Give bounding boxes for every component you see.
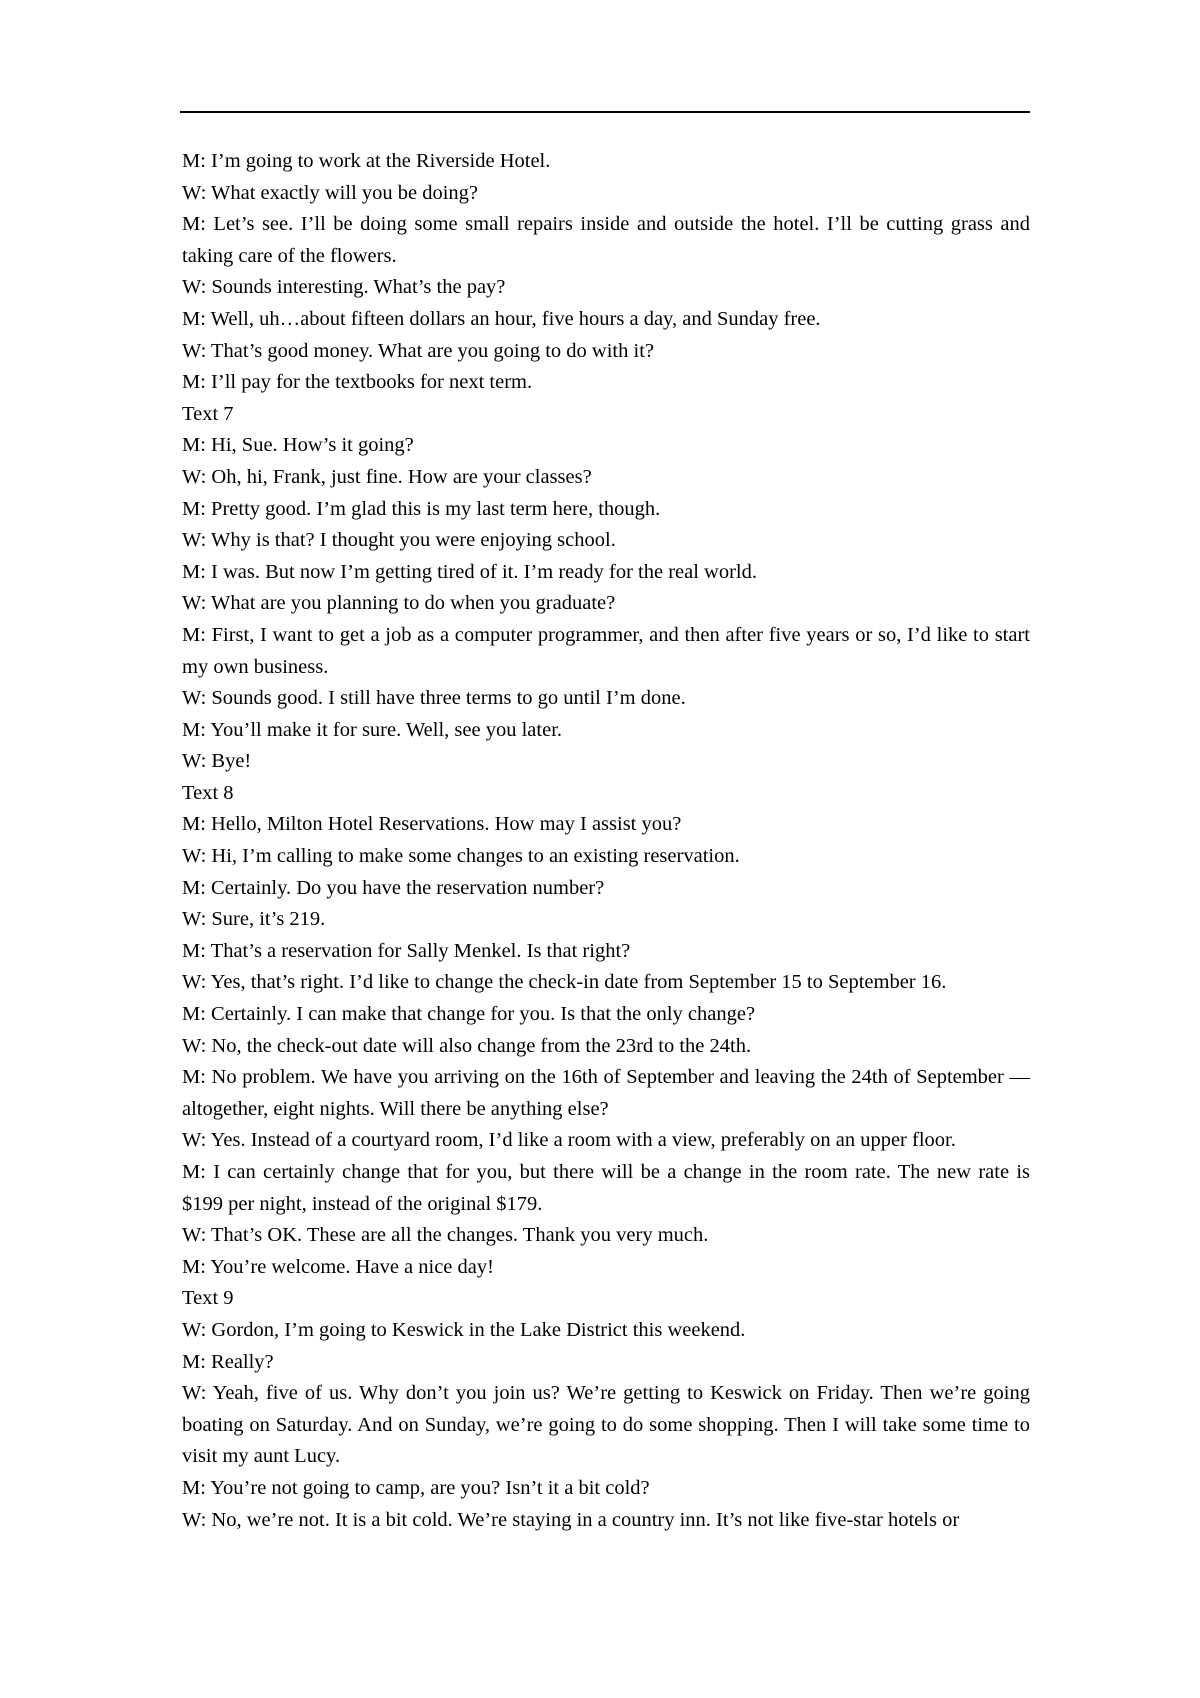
section-heading: Text 8 [182,781,234,804]
section-heading: Text 9 [182,1287,234,1310]
dialogue-line: M: Well, uh…about fifteen dollars an hour, five hours a day, and Sunday free. [182,307,821,330]
dialogue-line: W: Sure, it’s 219. [182,908,326,931]
dialogue-line: W: That’s OK. These are all the changes. Thank you very much. [182,1224,709,1247]
transcript-body [182,146,1030,1536]
dialogue-line: M: First, I want to get a job as a computer programmer, and then after five years or so, I’d like to start my own business. [182,623,1030,678]
dialogue-line: M: Hi, Sue. How’s it going? [182,434,414,457]
dialogue-line: M: Certainly. Do you have the reservation number? [182,876,605,899]
dialogue-line: M: I was. But now I’m getting tired of it. I’m ready for the real world. [182,560,757,583]
dialogue-line: M: You’ll make it for sure. Well, see you later. [182,718,563,741]
dialogue-line: M: I can certainly change that for you, but there will be a change in the room rate. The new rate is $199 per night, instead of the original $179. [182,1161,1030,1215]
dialogue-line: W: Why is that? I thought you were enjoying school. [182,529,616,552]
dialogue-line: M: You’re welcome. Have a nice day! [182,1255,494,1278]
dialogue-line: M: Pretty good. I’m glad this is my last term here, though. [182,497,661,520]
dialogue-line: M: Really? [182,1350,274,1373]
dialogue-line: W: No, we’re not. It is a bit cold. We’re staying in a country inn. It’s not like five-star hotels or [182,1508,960,1531]
dialogue-line: W: That’s good money. What are you going to do with it? [182,339,654,362]
dialogue-line: M: You’re not going to camp, are you? Isn’t it a bit cold? [182,1476,650,1499]
dialogue-line: W: Hi, I’m calling to make some changes to an existing reservation. [182,845,740,868]
dialogue-line: W: Sounds interesting. What’s the pay? [182,276,506,299]
dialogue-line: W: What are you planning to do when you graduate? [182,592,616,615]
dialogue-line: W: Gordon, I’m going to Keswick in the Lake District this weekend. [182,1318,746,1341]
dialogue-line: W: Oh, hi, Frank, just fine. How are your classes? [182,465,592,488]
dialogue-line: W: Yes, that’s right. I’d like to change the check-in date from September 15 to September 16. [182,971,947,994]
dialogue-line: M: Let’s see. I’ll be doing some small repairs inside and outside the hotel. I’ll be cutting grass and taking care of the flowers. [182,213,1030,267]
dialogue-line: W: What exactly will you be doing? [182,181,479,204]
dialogue-line: M: Hello, Milton Hotel Reservations. How may I assist you? [182,813,682,836]
section-heading: Text 7 [182,402,234,425]
dialogue-line: W: Yes. Instead of a courtyard room, I’d like a room with a view, preferably on an upper floor. [182,1129,956,1152]
dialogue-line: M: Certainly. I can make that change for you. Is that the only change? [182,1003,756,1026]
dialogue-line: W: Sounds good. I still have three terms to go until I’m done. [182,687,686,710]
header-rule [180,111,1030,113]
dialogue-line: W: Bye! [182,750,252,773]
dialogue-line: M: I’ll pay for the textbooks for next term. [182,371,533,394]
dialogue-line: M: I’m going to work at the Riverside Hotel. [182,150,551,172]
dialogue-line: W: No, the check-out date will also change from the 23rd to the 24th. [182,1034,752,1057]
dialogue-line: M: No problem. We have you arriving on the 16th of September and leaving the 24th of September — altogether, eight nights. Will there be anything else? [182,1066,1030,1120]
dialogue-line: W: Yeah, five of us. Why don’t you join us? We’re getting to Keswick on Friday. Then we’re going boating on Saturday. And on Sunday, we’re going to do some shopping. Then I will take some time to visit my aunt Lucy. [182,1382,1030,1468]
dialogue-line: M: That’s a reservation for Sally Menkel. Is that right? [182,939,631,962]
